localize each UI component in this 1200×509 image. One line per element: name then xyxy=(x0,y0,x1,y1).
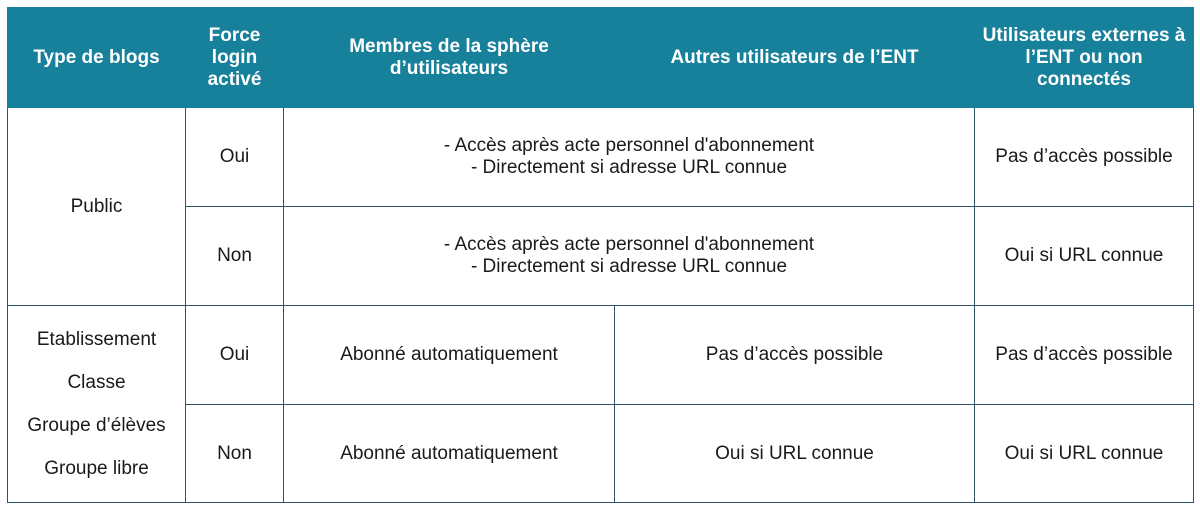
row-public-oui xyxy=(8,108,1194,207)
external-access-cell: Oui si URL connue xyxy=(975,207,1194,306)
members-access-cell: Abonné automatiquement xyxy=(284,405,615,503)
header-row xyxy=(8,8,1194,108)
access-rule-line: - Directement si adresse URL connue xyxy=(470,157,788,178)
header-force-login: Force login activé xyxy=(186,8,284,108)
access-rule-line: - Accès après acte personnel d'abonnement xyxy=(443,234,815,255)
force-login-cell: Oui xyxy=(186,108,284,207)
access-rule-line: - Accès après acte personnel d'abonnement xyxy=(443,135,815,156)
members-and-others-access-cell xyxy=(284,207,975,306)
external-access-cell: Oui si URL connue xyxy=(975,405,1194,503)
header-type-de-blogs: Type de blogs xyxy=(8,8,186,108)
other-users-access-cell: Pas d’accès possible xyxy=(615,306,975,405)
blog-type-label: Groupe libre xyxy=(44,458,149,479)
header-external-users: Utilisateurs externes à l’ENT ou non connectés xyxy=(975,8,1194,108)
row-groups-non xyxy=(8,405,1194,503)
blog-type-label: Groupe d’élèves xyxy=(27,415,166,436)
header-members: Membres de la sphère d’utilisateurs xyxy=(284,8,615,108)
external-access-cell: Pas d’accès possible xyxy=(975,306,1194,405)
blog-type-public-cell xyxy=(8,108,186,306)
blog-type-label: Etablissement xyxy=(36,329,157,350)
blog-type-groups-cell xyxy=(8,306,186,503)
force-login-cell: Non xyxy=(186,207,284,306)
access-rule-line: - Directement si adresse URL connue xyxy=(470,256,788,277)
force-login-cell: Oui xyxy=(186,306,284,405)
row-groups-oui xyxy=(8,306,1194,405)
blog-access-table xyxy=(7,7,1194,503)
other-users-access-cell: Oui si URL connue xyxy=(615,405,975,503)
row-public-non xyxy=(8,207,1194,306)
members-access-cell: Abonné automatiquement xyxy=(284,306,615,405)
blog-type-label: Classe xyxy=(67,372,126,393)
blog-type-label: Public xyxy=(70,195,123,217)
members-and-others-access-cell xyxy=(284,108,975,207)
header-other-users: Autres utilisateurs de l’ENT xyxy=(615,8,975,108)
external-access-cell: Pas d’accès possible xyxy=(975,108,1194,207)
force-login-cell: Non xyxy=(186,405,284,503)
